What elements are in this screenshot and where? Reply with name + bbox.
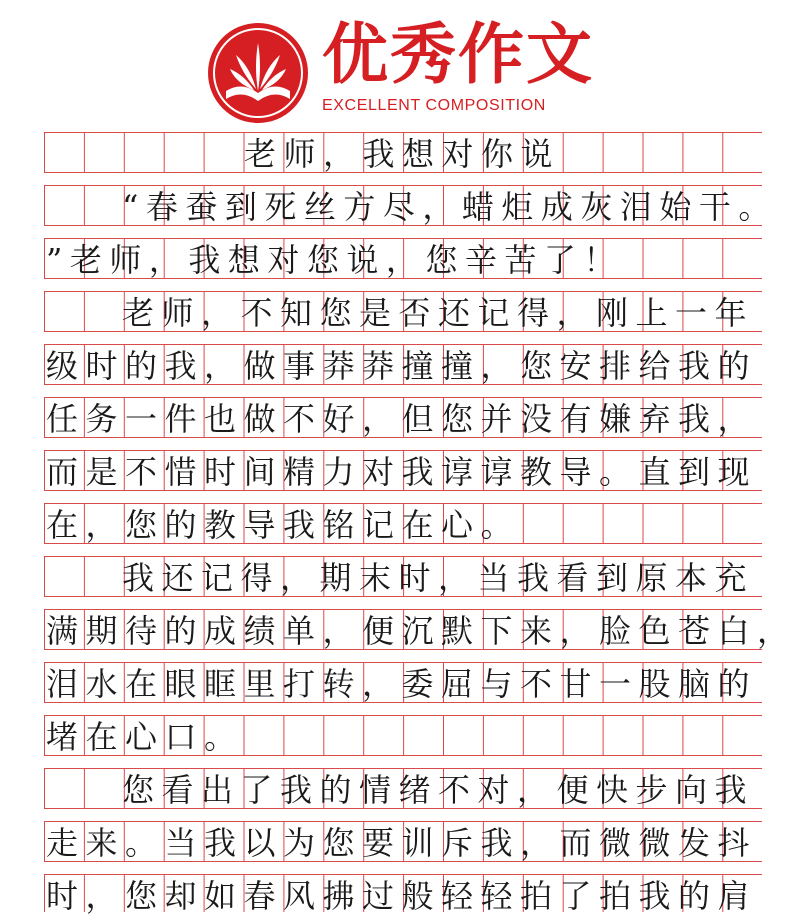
- essay-line: 时，您却如春风拂过般轻轻拍了拍我的肩: [46, 877, 758, 915]
- essay-line: 老师，不知您是否还记得，刚上一年: [122, 294, 755, 332]
- essay-line: 级时的我，做事莽莽撞撞，您安排给我的: [46, 347, 758, 385]
- essay-title: 老师，我想对你说: [244, 135, 561, 173]
- essay-line: 堵在心口。: [46, 718, 244, 756]
- essay-line: 泪水在眼眶里打转，委屈与不甘一股脑的: [46, 665, 758, 703]
- essay-line: “春蚕到死丝方尽，蜡炬成灰泪始干。: [122, 188, 778, 226]
- essay-line: 您看出了我的情绪不对，便快步向我: [122, 771, 755, 809]
- header: [0, 0, 800, 128]
- essay-text: [44, 132, 797, 915]
- essay-line: 走来。当我以为您要训斥我，而微微发抖: [46, 824, 758, 862]
- composition-paper: [44, 132, 797, 915]
- essay-line: 在，您的教导我铭记在心。: [46, 506, 521, 544]
- book-with-leaves-icon: [206, 21, 310, 125]
- brand-subtitle: EXCELLENT COMPOSITION: [322, 97, 546, 114]
- essay-line: 我还记得，期末时，当我看到原本充: [122, 559, 755, 597]
- essay-line: ”老师，我想对您说，您辛苦了！: [46, 241, 623, 279]
- essay-line: 任务一件也做不好，但您并没有嫌弃我，: [46, 400, 758, 438]
- essay-line: 满期待的成绩单，便沉默下来，脸色苍白，: [46, 612, 797, 650]
- essay-line: 而是不惜时间精力对我谆谆教导。直到现: [46, 453, 758, 491]
- brand-title: 优秀作文: [322, 15, 594, 93]
